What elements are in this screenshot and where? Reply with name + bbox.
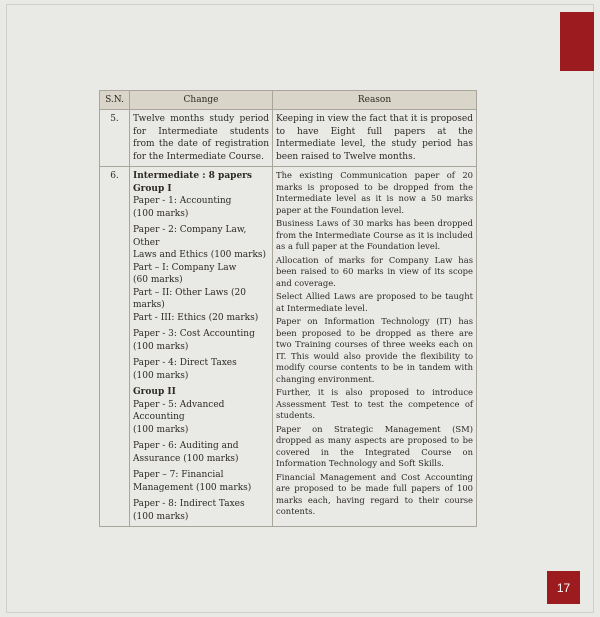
row6-sn: 6. [100, 167, 130, 527]
header-sn: S.N. [100, 91, 130, 110]
paper-7: Paper – 7: Financial [133, 470, 224, 480]
header-reason: Reason [273, 91, 477, 110]
changes-table [99, 90, 477, 527]
paper-3-marks: (100 marks) [133, 341, 189, 352]
row5-change: Twelve months study period for Intermediate students from the date of registration for the Intermediate Course. [130, 110, 273, 167]
paper-8: Paper - 8: Indirect Taxes [133, 499, 245, 509]
paper-8-marks: (100 marks) [133, 511, 189, 522]
table-row [100, 110, 477, 167]
reason-paragraph: Paper on Strategic Management (SM) dropped as many aspects are proposed to be covered in the Integrated Course on Information Technology and Soft Skills. [276, 423, 473, 468]
reason-paragraph: Paper on Information Technology (IT) has been proposed to be dropped as there are two Training courses of three weeks each on IT. This would also provide the flexibility to modify course contents to be in tandem with changing environment. [276, 316, 473, 384]
table-header-row [100, 91, 477, 110]
paper-6-marks: Assurance (100 marks) [133, 453, 239, 464]
reason-paragraph: Allocation of marks for Company Law has been raised to 60 marks in view of its scope and coverage. [276, 254, 473, 288]
paper-2-part-1: Part – I: Company Law [133, 262, 237, 273]
paper-2: Paper - 2: Company Law, Other [133, 225, 247, 248]
paper-4-marks: (100 marks) [133, 370, 189, 381]
reason-paragraph: Financial Management and Cost Accounting are proposed to be made full papers of 100 marks each, having regard to their course contents. [276, 471, 473, 516]
reason-paragraph: Select Allied Laws are proposed to be taught at Intermediate level. [276, 291, 473, 313]
row6-change [130, 167, 273, 527]
paper-3: Paper - 3: Cost Accounting [133, 329, 255, 339]
paper-5: Paper - 5: Advanced Accounting [133, 399, 225, 422]
reason-paragraph: Business Laws of 30 marks has been dropped from the Intermediate Course as it is included as a full paper at the Foundation level. [276, 218, 473, 251]
paper-2-marks: Laws and Ethics (100 marks) [133, 250, 267, 260]
row6-reason [273, 167, 477, 527]
paper-5-marks: (100 marks) [133, 424, 189, 435]
table-row [100, 167, 477, 527]
row5-reason: Keeping in view the fact that it is proposed to have Eight full papers at the Intermediate level, the study period has been raised to Twelve months. [273, 110, 477, 167]
paper-4: Paper - 4: Direct Taxes [133, 358, 237, 368]
row5-sn: 5. [100, 110, 130, 167]
paper-2-part-2: Part – II: Other Laws (20 marks) [133, 287, 246, 310]
reason-paragraph: The existing Communication paper of 20 marks is proposed to be dropped from the Intermediate level as it is now a 50 marks paper at the Foundation level. [276, 170, 473, 215]
paper-1-marks: (100 marks) [133, 208, 189, 219]
reason-paragraph: Further, it is also proposed to introduce Assessment Test to test the competence of students. [276, 387, 473, 420]
paper-6: Paper - 6: Auditing and [133, 441, 239, 451]
header-change: Change [130, 91, 273, 110]
page-number: 17 [547, 571, 580, 604]
paper-7-marks: Management (100 marks) [133, 482, 252, 493]
paper-2-part-1-marks: (60 marks) [133, 275, 183, 285]
red-corner-tab [560, 12, 594, 71]
group-2-heading: Group II [133, 387, 176, 397]
intermediate-heading: Intermediate : 8 papers [133, 171, 252, 181]
group-1-heading: Group I [133, 183, 172, 194]
paper-2-part-3: Part - III: Ethics (20 marks) [133, 312, 259, 323]
paper-1: Paper - 1: Accounting [133, 196, 232, 206]
